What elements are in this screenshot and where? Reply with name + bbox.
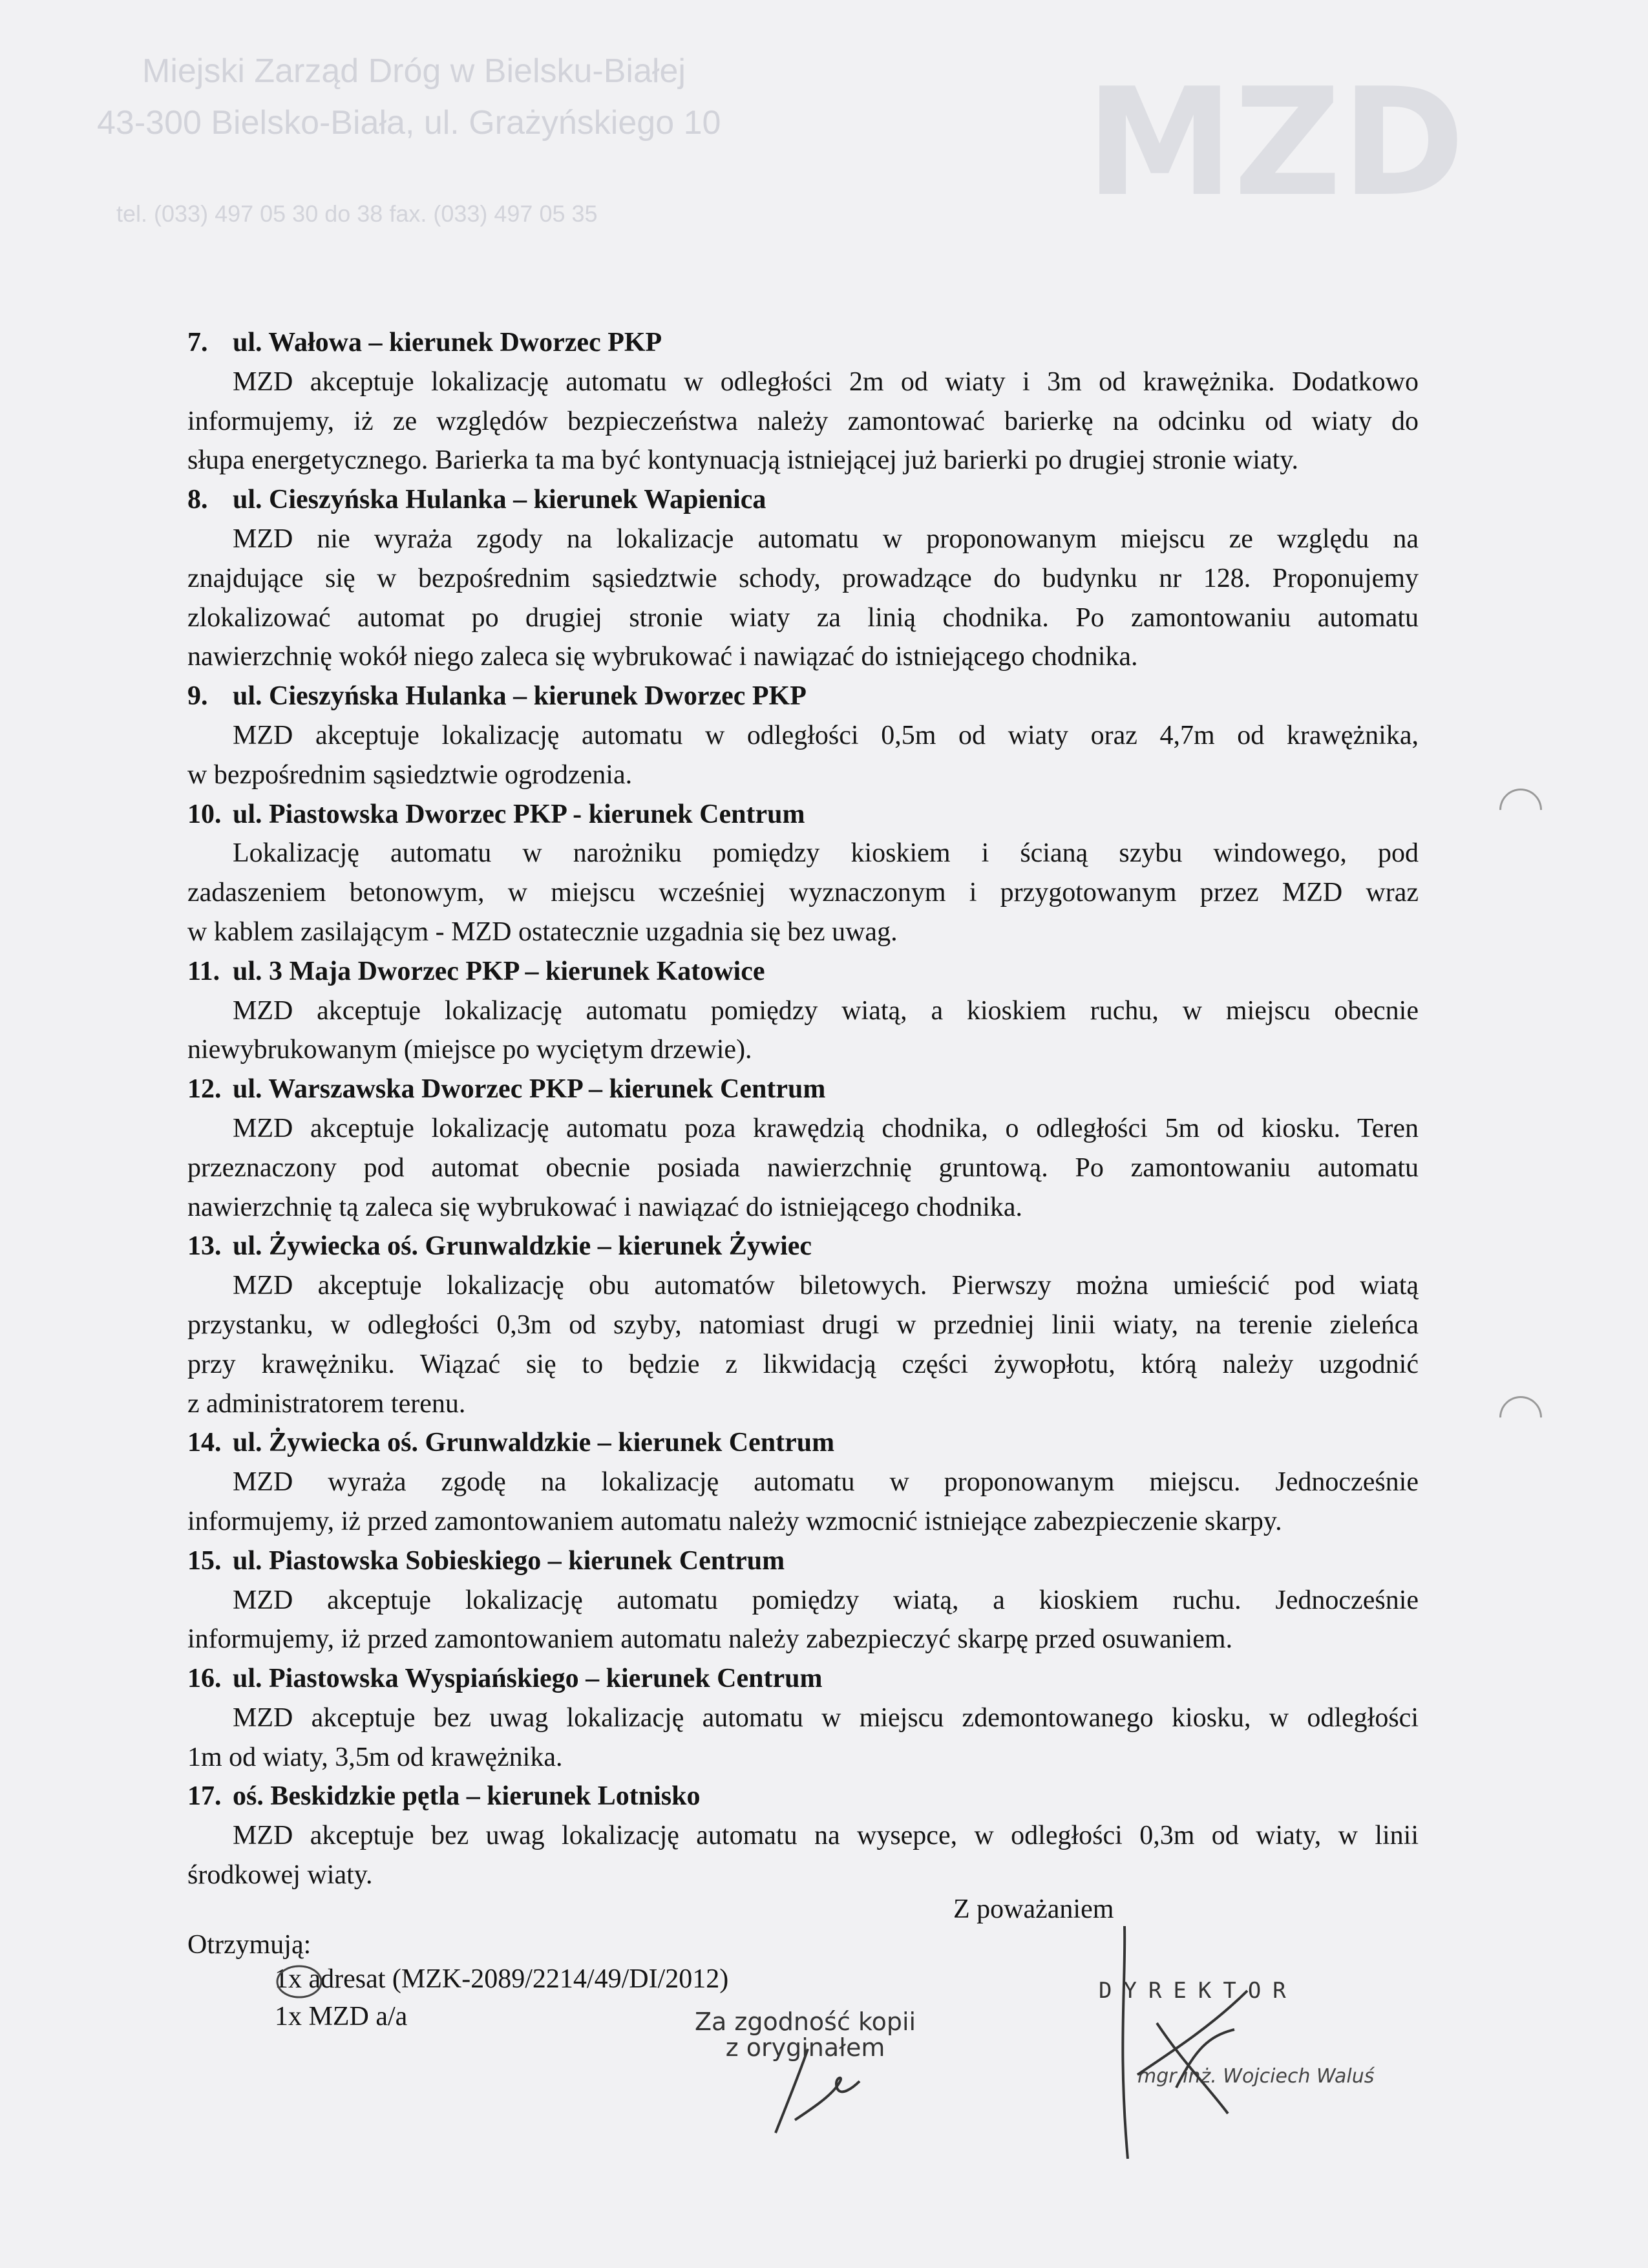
item-body-line: 1m od wiaty, 3,5m od krawężnika. xyxy=(187,1742,563,1772)
item-body-line: nawierzchnię tą zaleca się wybrukować i nawiązać do istniejącego chodnika. xyxy=(187,1192,1023,1222)
item-body-line: MZD akceptuje lokalizację automatu w odległości 0,5m od wiaty oraz 4,7m od krawężnika, xyxy=(233,720,1419,750)
item-number: 16. xyxy=(187,1664,222,1694)
item-body-line: informujemy, iż ze względów bezpieczeństwa należy zamontować barierkę na odcinku od wiaty do xyxy=(187,406,1419,436)
item-body-line: Lokalizację automatu w narożniku pomiędzy kioskiem i ścianą szybu windowego, pod xyxy=(233,838,1419,869)
item-number: 15. xyxy=(187,1545,222,1576)
sign-off: Z poważaniem xyxy=(953,1894,1114,1924)
item-title: ul. Wałowa – kierunek Dworzec PKP xyxy=(233,328,662,357)
item-heading xyxy=(187,1777,1419,1816)
recipient-1: 1x adresat (MZK-2089/2214/49/DI/2012) xyxy=(275,1964,729,1994)
item-body-line: słupa energetycznego. Barierka ta ma być kontynuacją istniejącej już barierki po drugiej stronie wiaty. xyxy=(187,445,1299,476)
item-number: 10. xyxy=(187,799,222,829)
item-body-line: nawierzchnię wokół niego zaleca się wybrukować i nawiązać do istniejącego chodnika. xyxy=(187,642,1138,672)
recipients-label: Otrzymują: xyxy=(187,1930,312,1960)
item-heading xyxy=(187,677,1419,716)
item-body-line: MZD akceptuje lokalizację automatu pomiędzy wiatą, a kioskiem ruchu, w miejscu obecnie xyxy=(233,995,1419,1026)
punch-hole-bottom xyxy=(1490,1387,1550,1447)
item-heading xyxy=(187,1227,1419,1266)
item-body-line: środkowej wiaty. xyxy=(187,1860,373,1891)
item-title: ul. Warszawska Dworzec PKP – kierunek Centrum xyxy=(233,1074,826,1105)
copy-signature xyxy=(763,2042,879,2139)
item-body-line: zlokalizować automat po drugiej stronie wiaty za linią chodnika. Po zamontowaniu automatu xyxy=(187,602,1419,633)
item-body-line: zadaszeniem betonowym, w miejscu wcześniej wyznaczonym i przygotowanym przez MZD wraz xyxy=(187,878,1419,908)
item-heading xyxy=(187,480,1419,520)
item-title: ul. Piastowska Wyspiańskiego – kierunek Centrum xyxy=(233,1664,823,1694)
item-body-line: MZD akceptuje lokalizację automatu pomiędzy wiatą, a kioskiem ruchu. Jednocześnie xyxy=(233,1585,1419,1615)
item-body-line: niewybrukowanym (miejsce po wyciętym drzewie). xyxy=(187,1035,752,1065)
letterhead-ghost-line2: 43-300 Bielsko-Biała, ul. Grażyńskiego 10 xyxy=(97,104,721,142)
item-title: oś. Beskidzkie pętla – kierunek Lotnisko xyxy=(233,1781,701,1812)
item-title: ul. Żywiecka oś. Grunwaldzkie – kierunek Żywiec xyxy=(233,1231,812,1262)
item-body-line: przystanku, w odległości 0,3m od szyby, natomiast drugi w przedniej linii wiaty, na terenie zieleńca xyxy=(187,1309,1419,1340)
item-body-line: informujemy, iż przed zamontowaniem automatu należy zabezpieczyć skarpę przed osuwaniem. xyxy=(187,1624,1233,1655)
item-number: 11. xyxy=(187,956,220,986)
item-number: 14. xyxy=(187,1428,222,1458)
item-body-line: MZD nie wyraża zgody na lokalizacje automatu w proponowanym miejscu ze względu na xyxy=(233,524,1419,554)
item-title: ul. Cieszyńska Hulanka – kierunek Wapienica xyxy=(233,485,766,515)
item-body-line: przeznaczony pod automat obecnie posiada nawierzchnię gruntową. Po zamontowaniu automatu xyxy=(187,1152,1419,1183)
item-body-line: MZD akceptuje lokalizację automatu poza krawędzią chodnika, o odległości 5m od kiosku. Teren xyxy=(233,1113,1419,1143)
item-heading xyxy=(187,1070,1419,1109)
item-body-line: w bezpośrednim sąsiedztwie ogrodzenia. xyxy=(187,759,633,790)
mzd-logo-text: MZD xyxy=(1086,58,1465,220)
item-title: ul. 3 Maja Dworzec PKP – kierunek Katowice xyxy=(233,956,765,986)
item-number: 13. xyxy=(187,1231,222,1262)
mzd-logo-ghost xyxy=(1073,58,1512,220)
item-heading xyxy=(187,1423,1419,1463)
item-body-line: MZD akceptuje bez uwag lokalizację automatu w miejscu zdemontowanego kiosku, w odległości xyxy=(233,1702,1419,1733)
letter-body xyxy=(187,323,1419,1895)
item-heading xyxy=(187,323,1419,363)
item-number: 8. xyxy=(187,485,208,515)
item-body-line: w kablem zasilającym - MZD ostatecznie uzgadnia się bez uwag. xyxy=(187,917,898,947)
letterhead-ghost-line1: Miejski Zarząd Dróg w Bielsku-Białej xyxy=(142,52,686,90)
item-number: 7. xyxy=(187,328,208,357)
punch-hole-top xyxy=(1490,779,1550,840)
item-title: ul. Piastowska Dworzec PKP - kierunek Centrum xyxy=(233,799,805,829)
letterhead-ghost-line3: tel. (033) 497 05 30 do 38 fax. (033) 497 05 35 xyxy=(116,200,598,227)
copy-stamp-line2: z oryginałem xyxy=(725,2033,885,2062)
handwritten-check-mark xyxy=(275,1962,326,2001)
item-body-line: znajdujące się w bezpośrednim sąsiedztwie schody, prowadzące do budynku nr 128. Proponujemy xyxy=(187,563,1419,593)
item-body-line: MZD akceptuje lokalizację automatu w odległości 2m od wiaty i 3m od krawężnika. Dodatkowo xyxy=(233,366,1419,397)
item-number: 12. xyxy=(187,1074,222,1105)
recipient-2: 1x MZD a/a xyxy=(275,2002,408,2031)
item-body-line: MZD akceptuje bez uwag lokalizację automatu na wysepce, w odległości 0,3m od wiaty, w linii xyxy=(233,1821,1419,1851)
item-body-line: MZD wyraża zgodę na lokalizację automatu w proponowanym miejscu. Jednocześnie xyxy=(233,1467,1419,1498)
item-heading xyxy=(187,952,1419,991)
item-title: ul. Piastowska Sobieskiego – kierunek Centrum xyxy=(233,1545,785,1576)
item-heading xyxy=(187,1659,1419,1699)
item-title: ul. Cieszyńska Hulanka – kierunek Dworzec PKP xyxy=(233,681,807,712)
item-body-line: przy krawężniku. Wiązać się to będzie z likwidacją części żywopłotu, którą należy uzgodnić xyxy=(187,1349,1419,1379)
item-number: 17. xyxy=(187,1781,222,1812)
item-heading xyxy=(187,795,1419,834)
item-heading xyxy=(187,1542,1419,1581)
director-stamp: DYREKTOR xyxy=(1099,1978,1298,2004)
director-name: mgr inż. Wojciech Waluś xyxy=(1137,2065,1375,2088)
item-body-line: informujemy, iż przed zamontowaniem automatu należy wzmocnić istniejące zabezpieczenie skarpy. xyxy=(187,1506,1282,1536)
item-body-line: MZD akceptuje lokalizację obu automatów biletowych. Pierwszy można umieścić pod wiatą xyxy=(233,1271,1419,1301)
copy-stamp-line1: Za zgodność kopii xyxy=(695,2008,916,2036)
item-body-line: z administratorem terenu. xyxy=(187,1388,466,1419)
item-number: 9. xyxy=(187,681,208,712)
director-signature xyxy=(1099,1920,1293,2165)
item-title: ul. Żywiecka oś. Grunwaldzkie – kierunek Centrum xyxy=(233,1428,835,1458)
